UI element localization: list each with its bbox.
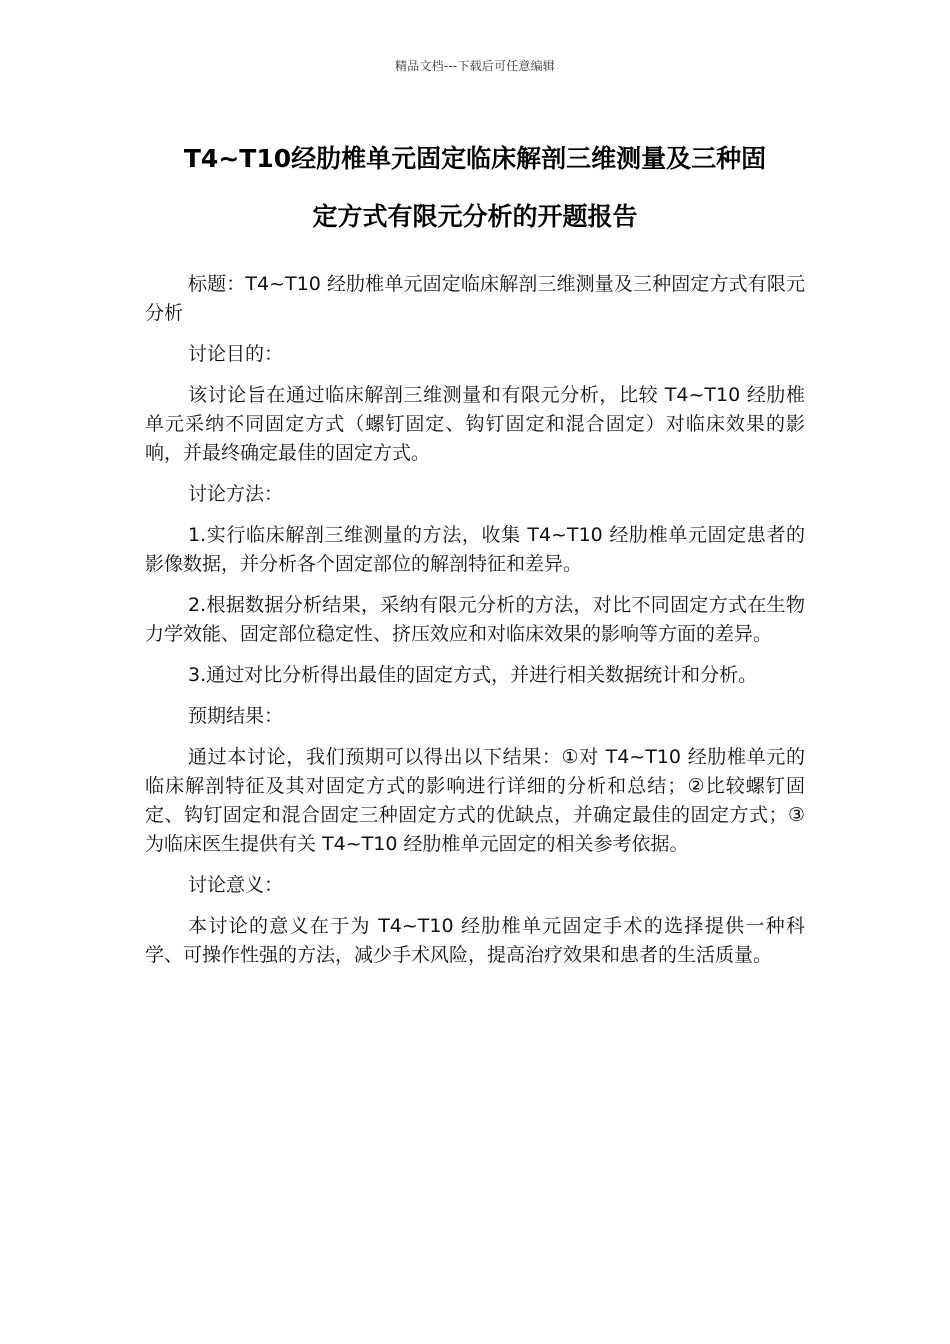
title-line-2: 定方式有限元分析的开题报告 (312, 202, 638, 231)
purpose-paragraph: 该讨论旨在通过临床解剖三维测量和有限元分析，比较 T4~T10 经肋椎单元采纳不同固定方式（螺钉固定、钩钉固定和混合固定）对临床效果的影响，并最终确定最佳的固定方式。 (145, 384, 805, 464)
method-item-2: 2.根据数据分析结果，采纳有限元分析的方法，对比不同固定方式在生物力学效能、固定部位稳定性、挤压效应和对临床效果的影响等方面的差异。 (145, 594, 805, 645)
significance-heading: 讨论意义： (188, 874, 284, 896)
purpose-heading: 讨论目的： (188, 343, 284, 365)
expected-results-heading: 预期结果： (188, 705, 284, 727)
method-item-3: 3.通过对比分析得出最佳的固定方式，并进行相关数据统计和分析。 (188, 664, 758, 686)
page-header: 精品文档---下载后可任意编辑 (395, 59, 555, 73)
method-heading: 讨论方法： (188, 483, 284, 505)
document-title (140, 130, 810, 246)
method-item-1: 1.实行临床解剖三维测量的方法，收集 T4~T10 经肋椎单元固定患者的影像数据，并分析各个固定部位的解剖特征和差异。 (145, 524, 805, 575)
topic-paragraph: 标题：T4~T10 经肋椎单元固定临床解剖三维测量及三种固定方式有限元分析 (145, 273, 805, 324)
expected-results-paragraph: 通过本讨论，我们预期可以得出以下结果：①对 T4~T10 经肋椎单元的临床解剖特征及其对固定方式的影响进行详细的分析和总结；②比较螺钉固定、钩钉固定和混合固定三种固定方式的优缺点，并确定最佳的固定方式；③为临床医生提供有关 T4~T10 经肋椎单元固定的相关参考依据。 (145, 746, 805, 855)
title-line-1: T4~T10经肋椎单元固定临床解剖三维测量及三种固 (183, 144, 767, 173)
document-body (145, 270, 805, 982)
significance-paragraph: 本讨论的意义在于为 T4~T10 经肋椎单元固定手术的选择提供一种科学、可操作性强的方法，减少手术风险，提高治疗效果和患者的生活质量。 (145, 915, 805, 966)
